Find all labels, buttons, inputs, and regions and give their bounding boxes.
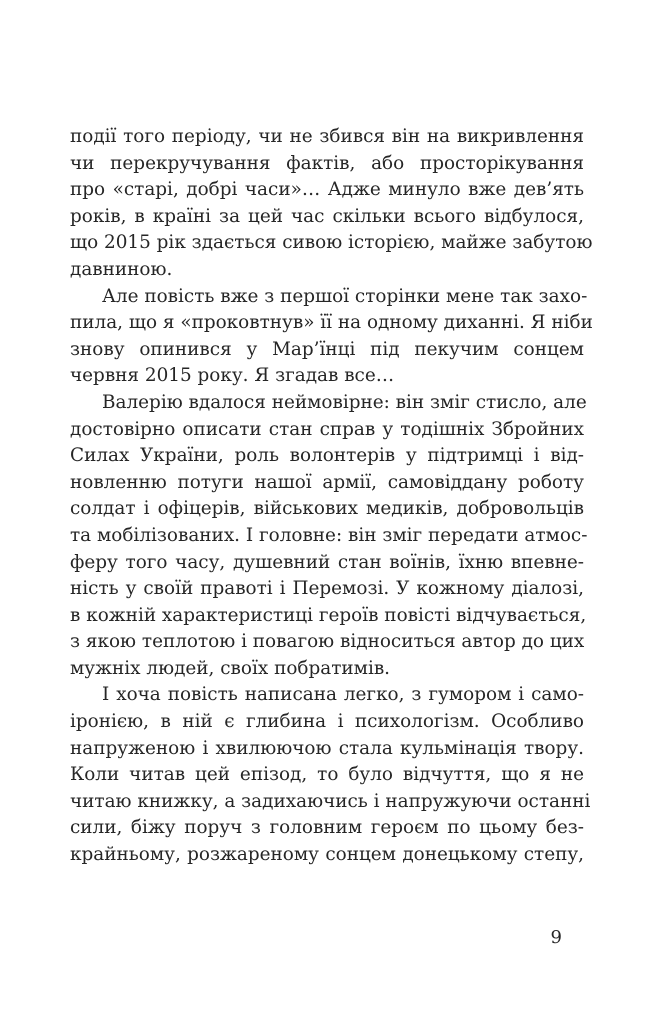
text-line: та мобілізованих. І головне: він зміг передати атмос- [70, 524, 588, 546]
page-number: 9 [550, 927, 562, 948]
text-line: іронією, в ній є глибина і психологізм. Особливо [70, 711, 584, 733]
text-line: знову опинився у Мар’їнці під пекучим сонцем [70, 338, 584, 360]
text-line: пила, що я «проковтнув» її на одному диханні. Я ніби [70, 312, 593, 334]
text-line: в кожній характеристиці героїв повісті відчувається, [70, 604, 587, 626]
paragraph-2 [70, 284, 593, 390]
text-line: Валерію вдалося неймовірне: він зміг стисло, але [102, 391, 587, 413]
text-line: І хоча повість написана легко, з гумором і само- [102, 684, 584, 706]
text-line: чи перекручування фактів, або просторікування [70, 152, 584, 174]
text-line: давниною. [70, 258, 173, 280]
text-line: Силах України, роль волонтерів у підтримці і від- [70, 445, 584, 467]
text-line: червня 2015 року. Я згадав все… [70, 365, 395, 387]
text-line: новленню потуги нашої армії, самовіддану роботу [70, 471, 584, 493]
text-line: що 2015 рік здається сивою історією, майже забутою [70, 232, 593, 254]
text-line: з якою теплотою і повагою відноситься автор до цих [70, 631, 585, 653]
text-line: достовірно описати стан справ у тодішніх Збройних [70, 418, 584, 440]
text-line: сили, біжу поруч з головним героєм по цьому без- [70, 817, 584, 839]
paragraph-1 [70, 124, 593, 284]
body-text [70, 124, 593, 869]
text-line: років, в країні за цей час скільки всього відбулося, [70, 205, 584, 227]
text-line: читаю книжку, а задихаючись і напружуючи останні [70, 790, 591, 812]
text-line: Коли читав цей епізод, то було відчуття, що я не [70, 764, 584, 786]
text-line: солдат і офіцерів, військових медиків, добровольців [70, 498, 584, 520]
text-line: феру того часу, душевний стан воїнів, їхню впевне- [70, 551, 584, 573]
text-line: мужніх людей, своїх побратимів. [70, 657, 391, 679]
text-line: ність у своїй правоті і Перемозі. У кожному діалозі, [70, 578, 584, 600]
text-line: події того періоду, чи не збився він на викривлення [70, 126, 584, 147]
text-line: Але повість вже з першої сторінки мене так захо- [102, 285, 588, 307]
text-line: напруженою і хвилюючою стала кульмінація твору. [70, 737, 584, 759]
text-line: про «старі, добрі часи»… Адже минуло вже дев’ять [70, 179, 584, 201]
paragraph-4 [70, 682, 591, 868]
paragraph-3 [70, 390, 588, 683]
text-line: крайньому, розжареному сонцем донецькому степу, [70, 844, 584, 866]
